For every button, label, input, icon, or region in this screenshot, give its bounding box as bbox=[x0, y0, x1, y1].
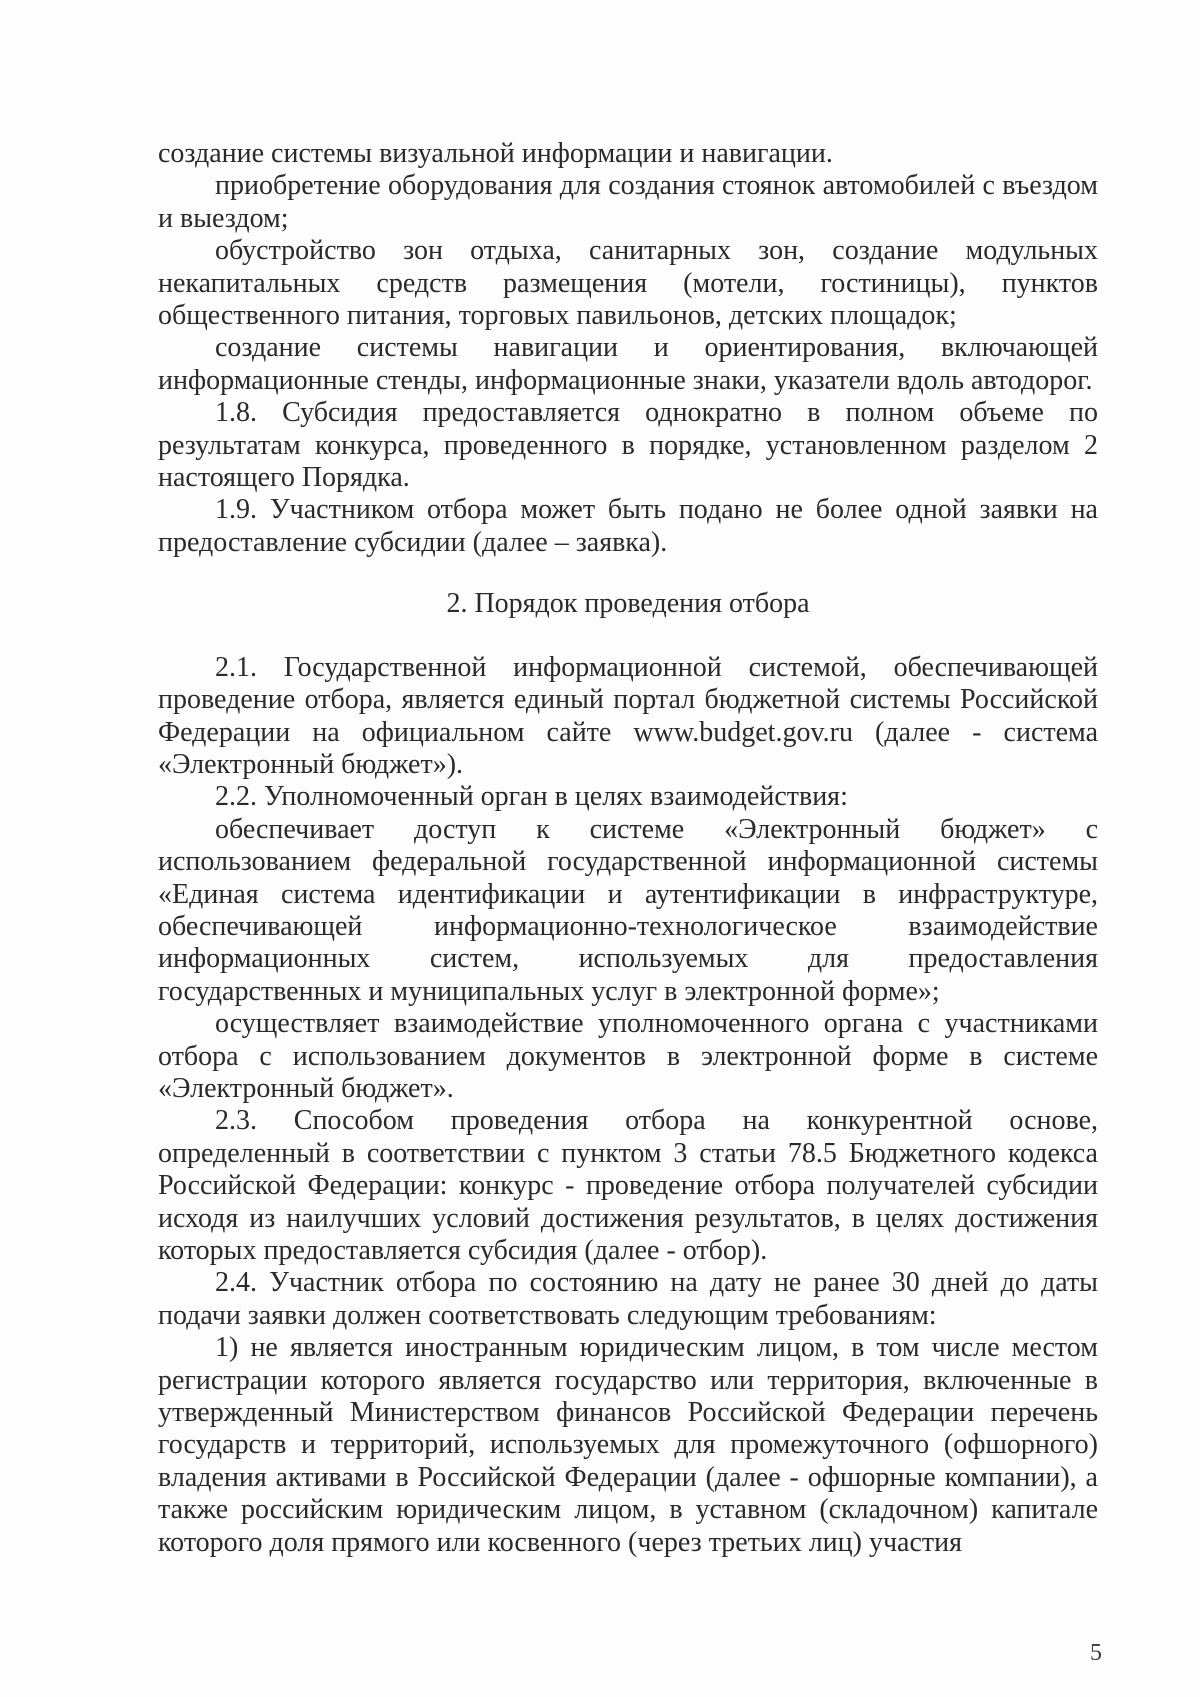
paragraph: 2.2. Уполномоченный орган в целях взаимодействия: bbox=[215, 781, 848, 813]
document-body bbox=[158, 138, 1098, 1559]
paragraph: 2.4. Участник отбора по состоянию на дату не ранее 30 дней до даты подачи заявки должен соответствовать следующим требованиям: bbox=[158, 1267, 1098, 1331]
paragraph: 1) не является иностранным юридическим лицом, в том числе местом регистрации которого является государство или территория, включенные в утвержденный Министерством финансов Российской Федерации перечень государств и территорий, используемых для промежуточного (офшорного) владения активами в Российской Федерации (далее - офшорные компании), а также российским юридическим лицом, в уставном (складочном) капитале которого доля прямого или косвенного (через третьих лиц) участия bbox=[158, 1332, 1098, 1558]
paragraph: обеспечивает доступ к системе «Электронный бюджет» с использованием федеральной государственной информационной системы «Единая система идентификации и аутентификации в инфраструктуре, обеспечивающей информационно-технологическое взаимодействие информационных систем, используемых для предоставления государственных и муниципальных услуг в электронной форме»; bbox=[158, 813, 1098, 1007]
page-number: 5 bbox=[1090, 1640, 1102, 1666]
paragraph: 1.8. Субсидия предоставляется однократно в полном объеме по результатам конкурса, проведенного в порядке, установленном разделом 2 настоящего Порядка. bbox=[158, 397, 1098, 494]
paragraphs-before-section bbox=[158, 138, 1098, 559]
paragraph: создание системы навигации и ориентирования, включающей информационные стенды, информационные знаки, указатели вдоль автодорог. bbox=[158, 332, 1098, 396]
paragraph: создание системы визуальной информации и навигации. bbox=[158, 138, 833, 169]
paragraph: 2.3. Способом проведения отбора на конкурентной основе, определенный в соответствии с пунктом 3 статьи 78.5 Бюджетного кодекса Российской Федерации: конкурс - проведение отбора получателей субсидии исходя из наилучших условий достижения результатов, в целях достижения которых предоставляется субсидия (далее - отбор). bbox=[158, 1105, 1098, 1266]
section-heading: 2. Порядок проведения отбора bbox=[446, 588, 810, 620]
paragraph: обустройство зон отдыха, санитарных зон, создание модульных некапитальных средств размещения (мотели, гостиницы), пунктов общественного питания, торговых павильонов, детских площадок; bbox=[158, 235, 1098, 332]
paragraph: осуществляет взаимодействие уполномоченного органа с участниками отбора с использованием документов в электронной форме в системе «Электронный бюджет». bbox=[158, 1008, 1098, 1104]
paragraph: 2.1. Государственной информационной системой, обеспечивающей проведение отбора, является единый портал бюджетной системы Российской Федерации на официальном сайте www.budget.gov.ru (далее - система «Электронный бюджет»). bbox=[158, 651, 1098, 780]
paragraphs-after-section bbox=[158, 652, 1098, 1559]
paragraph: приобретение оборудования для создания стоянок автомобилей с въездом и выездом; bbox=[158, 170, 1098, 234]
paragraph: 1.9. Участником отбора может быть подано не более одной заявки на предоставление субсидии (далее – заявка). bbox=[158, 494, 1098, 558]
